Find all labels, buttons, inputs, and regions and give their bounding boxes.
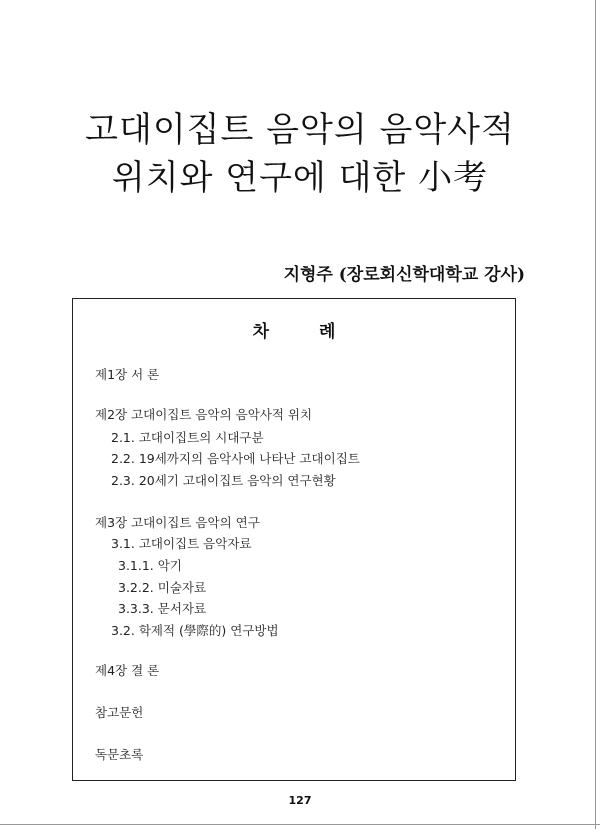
toc-item-3-3-3: 3.3.3. 문서자료 [118, 601, 207, 616]
toc-item-references: 참고문헌 [95, 705, 144, 720]
toc-item-3-2: 3.2. 학제적 (學際的) 연구방법 [111, 623, 279, 638]
table-of-contents [72, 298, 516, 781]
page-number: 127 [288, 794, 312, 807]
toc-item-2-2: 2.2. 19세까지의 음악사에 나타난 고대이집트 [111, 451, 360, 466]
toc-item-3-1: 3.1. 고대이집트 음악자료 [111, 536, 252, 551]
toc-item-chapter-1: 제1장 서 론 [95, 367, 160, 382]
title-line-1: 고대이집트 음악의 음악사적 [85, 110, 515, 150]
toc-heading: 차 례 [252, 322, 358, 342]
toc-item-chapter-2: 제2장 고대이집트 음악의 음악사적 위치 [95, 407, 313, 422]
toc-item-german-abstract: 독문초록 [95, 747, 144, 762]
toc-item-2-1: 2.1. 고대이집트의 시대구분 [111, 430, 264, 445]
toc-item-chapter-3: 제3장 고대이집트 음악의 연구 [95, 515, 260, 530]
title-line-2: 위치와 연구에 대한 小考 [111, 158, 489, 198]
toc-item-2-3: 2.3. 20세기 고대이집트 음악의 연구현황 [111, 473, 336, 488]
toc-item-3-1-1: 3.1.1. 악기 [118, 558, 182, 573]
author-line: 지형주 (장로회신학대학교 강사) [283, 265, 525, 285]
page-frame-bottom [0, 824, 600, 825]
toc-item-chapter-4: 제4장 결 론 [95, 663, 160, 678]
toc-item-3-2-2: 3.2.2. 미술자료 [118, 580, 207, 595]
